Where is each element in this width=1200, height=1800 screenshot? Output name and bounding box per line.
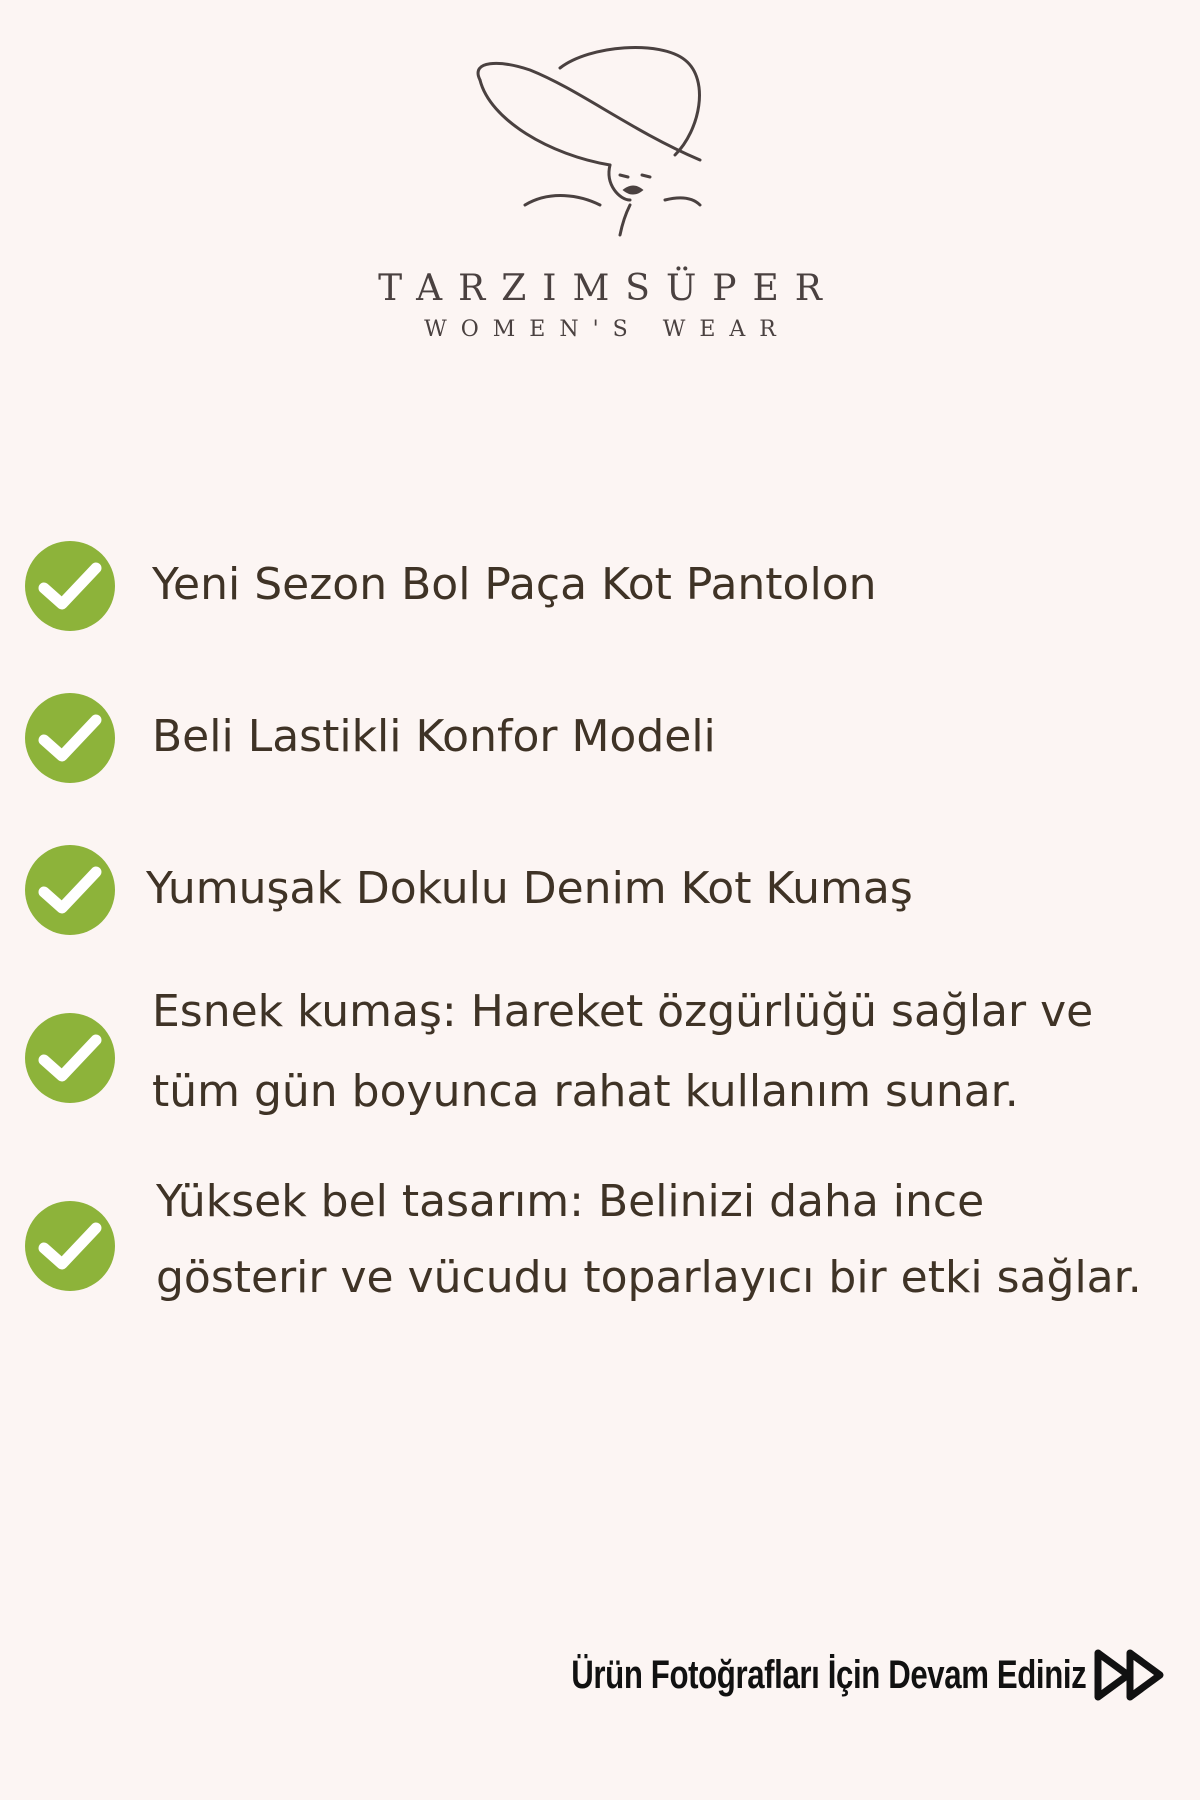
continue-link[interactable] xyxy=(426,1640,1168,1710)
feature-text: Esnek kumaş: Hareket özgürlüğü sağlar ve tüm gün boyunca rahat kullanım sunar. xyxy=(152,986,1094,1117)
brand-tagline: WOMEN'S WEAR xyxy=(424,317,790,342)
continue-label: Ürün Fotoğrafları İçin Devam Ediniz xyxy=(570,1652,1086,1697)
check-icon xyxy=(24,1012,116,1104)
woman-hat-logo-icon xyxy=(470,40,730,240)
feature-text: Yumuşak Dokulu Denim Kot Kumaş xyxy=(146,863,913,914)
check-icon xyxy=(24,1200,116,1292)
feature-text: Yüksek bel tasarım: Belinizi daha ince gösterir ve vücudu toparlayıcı bir etki sağlar. xyxy=(156,1176,1142,1303)
feature-text: Yeni Sezon Bol Paça Kot Pantolon xyxy=(152,559,877,610)
brand-name: TARZIMSÜPER xyxy=(378,268,838,309)
brand-logo xyxy=(0,40,1200,342)
check-icon xyxy=(24,540,116,632)
check-icon xyxy=(24,844,116,936)
feature-text: Beli Lastikli Konfor Modeli xyxy=(152,711,716,762)
check-icon xyxy=(24,692,116,784)
fast-forward-icon xyxy=(1092,1647,1168,1703)
